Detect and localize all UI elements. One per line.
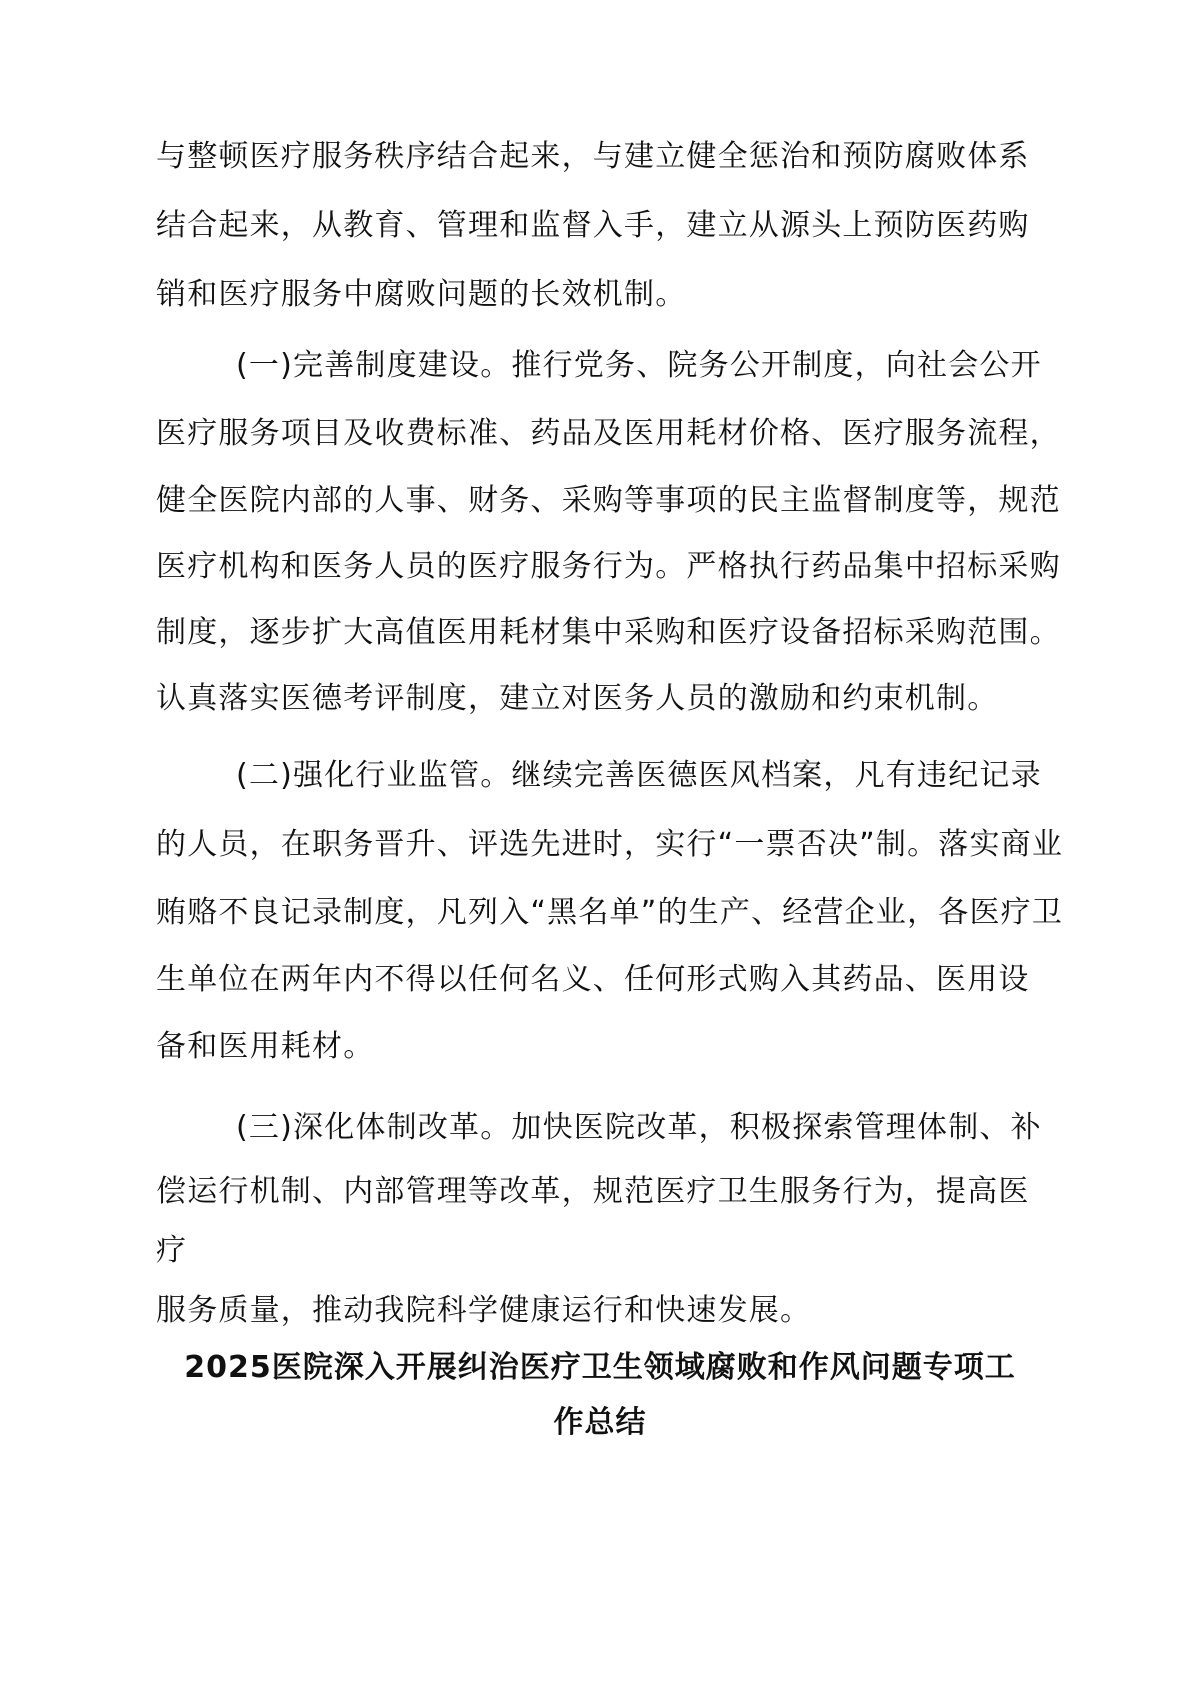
document-title-line-1: 2025医院深入开展纠治医疗卫生领域腐败和作风问题专项工 xyxy=(184,1350,1016,1385)
section-3-heading-line: (三)深化体制改革。加快医院改革，积极探索管理体制、补 xyxy=(236,1110,1042,1145)
paragraph-line: 服务质量，推动我院科学健康运行和快速发展。 xyxy=(156,1293,812,1328)
paragraph-line: 生单位在两年内不得以任何名义、任何形式购入其药品、医用设 xyxy=(156,962,1030,997)
document-title-line-2: 作总结 xyxy=(553,1405,647,1440)
paragraph-line: 与整顿医疗服务秩序结合起来，与建立健全惩治和预防腐败体系 xyxy=(156,139,1030,174)
paragraph-line: 医疗服务项目及收费标准、药品及医用耗材价格、医疗服务流程， xyxy=(156,416,1061,451)
paragraph-line: 疗 xyxy=(156,1233,188,1268)
paragraph-line: 制度，逐步扩大高值医用耗材集中采购和医疗设备招标采购范围。 xyxy=(156,615,1061,650)
paragraph-line: 结合起来，从教育、管理和监督入手，建立从源头上预防医药购 xyxy=(156,208,1030,243)
paragraph-line: 认真落实医德考评制度，建立对医务人员的激励和约束机制。 xyxy=(156,681,999,716)
section-1-heading-line: (一)完善制度建设。推行党务、院务公开制度，向社会公开 xyxy=(236,348,1042,383)
paragraph-line: 贿赂不良记录制度，凡列入“黑名单”的生产、经营企业，各医疗卫 xyxy=(156,895,1064,930)
paragraph-line: 备和医用耗材。 xyxy=(156,1029,375,1064)
paragraph-line: 的人员，在职务晋升、评选先进时，实行“一票否决”制。落实商业 xyxy=(156,827,1064,862)
section-2-heading-line: (二)强化行业监管。继续完善医德医风档案，凡有违纪记录 xyxy=(236,758,1042,793)
paragraph-line: 医疗机构和医务人员的医疗服务行为。严格执行药品集中招标采购 xyxy=(156,549,1061,584)
paragraph-line: 健全医院内部的人事、财务、采购等事项的民主监督制度等，规范 xyxy=(156,483,1061,518)
paragraph-line: 偿运行机制、内部管理等改革，规范医疗卫生服务行为，提高医 xyxy=(156,1174,1030,1209)
paragraph-line: 销和医疗服务中腐败问题的长效机制。 xyxy=(156,277,687,312)
